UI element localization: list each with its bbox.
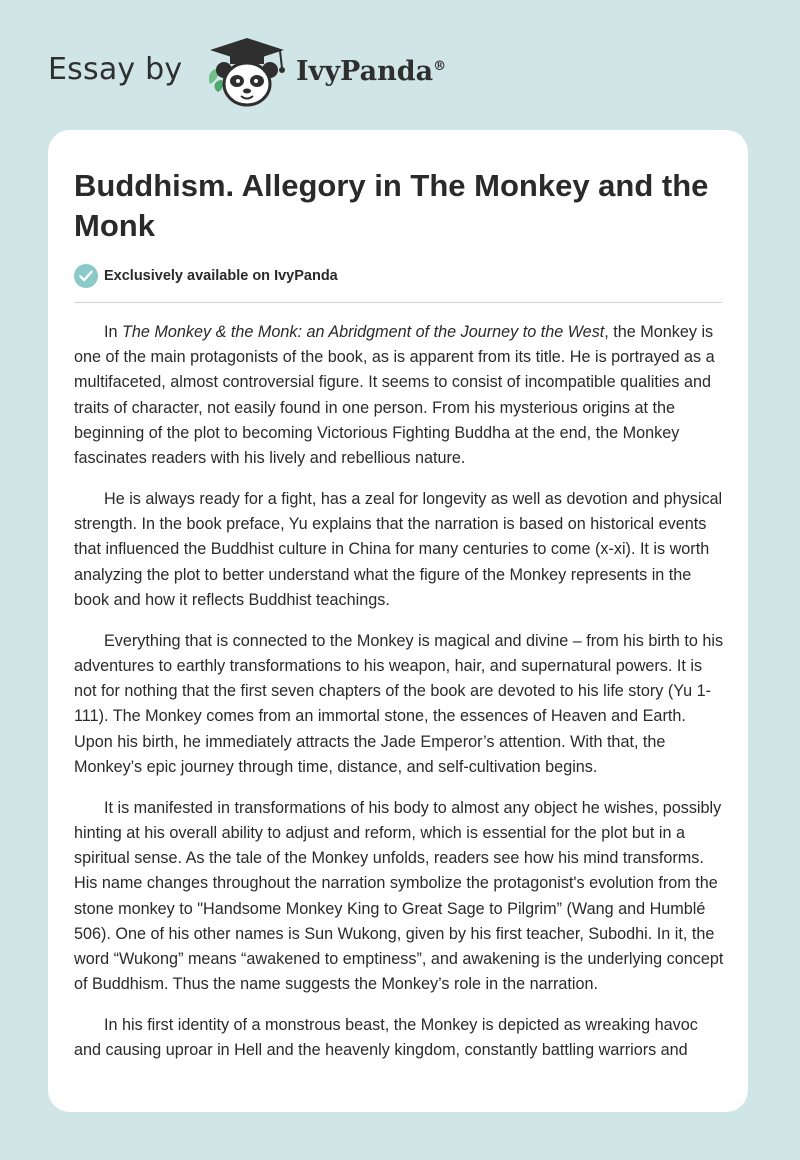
essay-body: [74, 320, 724, 1079]
paragraph: It is manifested in transformations of his body to almost any object he wishes, possibly hinting at his overall ability to adjust and reform, which is essential for the plot but in a spiritual sense. As the tale of the Monkey unfolds, readers see how his mind transforms. His name changes throughout the narration symbolize the protagonist's evolution from the stone monkey to "Handsome Monkey King to Great Sage to Pilgrim” (Wang and Humblé 506). One of his other names is Sun Wukong, given by his first teacher, Subodhi. In it, the word “Wukong” means “awakened to emptiness”, and awakening is the underlying concept of Buddhism. Thus the name suggests the Monkey’s role in the narration.: [74, 798, 724, 994]
essay-by-label: Essay by: [48, 52, 183, 87]
paragraph: In his first identity of a monstrous beast, the Monkey is depicted as wreaking havoc and causing uproar in Hell and the heavenly kingdom, constantly battling warriors and: [74, 1016, 698, 1060]
panda-graduation-cap-icon[interactable]: [204, 34, 290, 110]
essay-title: Buddhism. Allegory in The Monkey and the Monk: [74, 168, 709, 243]
book-title: The Monkey & the Monk: an Abridgment of the Journey to the West: [122, 323, 605, 341]
site-header: [0, 0, 800, 130]
exclusive-label: Exclusively available on IvyPanda: [104, 268, 338, 284]
paragraph: Everything that is connected to the Monkey is magical and divine – from his birth to his adventures to earthly transformations to his weapon, hair, and supernatural powers. It is not for nothing that the first seven chapters of the book are devoted to his life story (Yu 1-111). The Monkey comes from an immortal stone, the essences of Heaven and Earth. Upon his birth, he immediately attracts the Jade Emperor’s attention. With that, the Monkey’s epic journey through time, distance, and self-cultivation begins.: [74, 631, 724, 776]
paragraph: [74, 320, 724, 471]
paragraph-text: , the Monkey is one of the main protagonists of the book, as is apparent from its title. He is portrayed as a multifaceted, almost controversial figure. It seems to consist of incompatible qualities and traits of character, not easily found in one person. From his mysterious origins at the beginning of the plot to becoming Victorious Fighting Buddha at the end, the Monkey fascinates readers with his lively and rebellious nature.: [74, 323, 715, 468]
essay-card: [48, 130, 748, 1112]
registered-mark: ®: [433, 59, 447, 74]
check-circle-icon: [74, 264, 98, 288]
exclusive-badge: [74, 264, 338, 288]
brand-name-text: IvyPanda: [296, 56, 434, 87]
paragraph-intro: In: [104, 323, 122, 341]
brand-name[interactable]: [296, 56, 446, 87]
paragraph: He is always ready for a fight, has a zeal for longevity as well as devotion and physical strength. In the book preface, Yu explains that the narration is based on historical events that influenced the Buddhist culture in China for many centuries to come (x-xi). It is worth analyzing the plot to better understand what the figure of the Monkey represents in the book and how it reflects Buddhist teachings.: [74, 490, 723, 609]
divider: [74, 302, 722, 303]
